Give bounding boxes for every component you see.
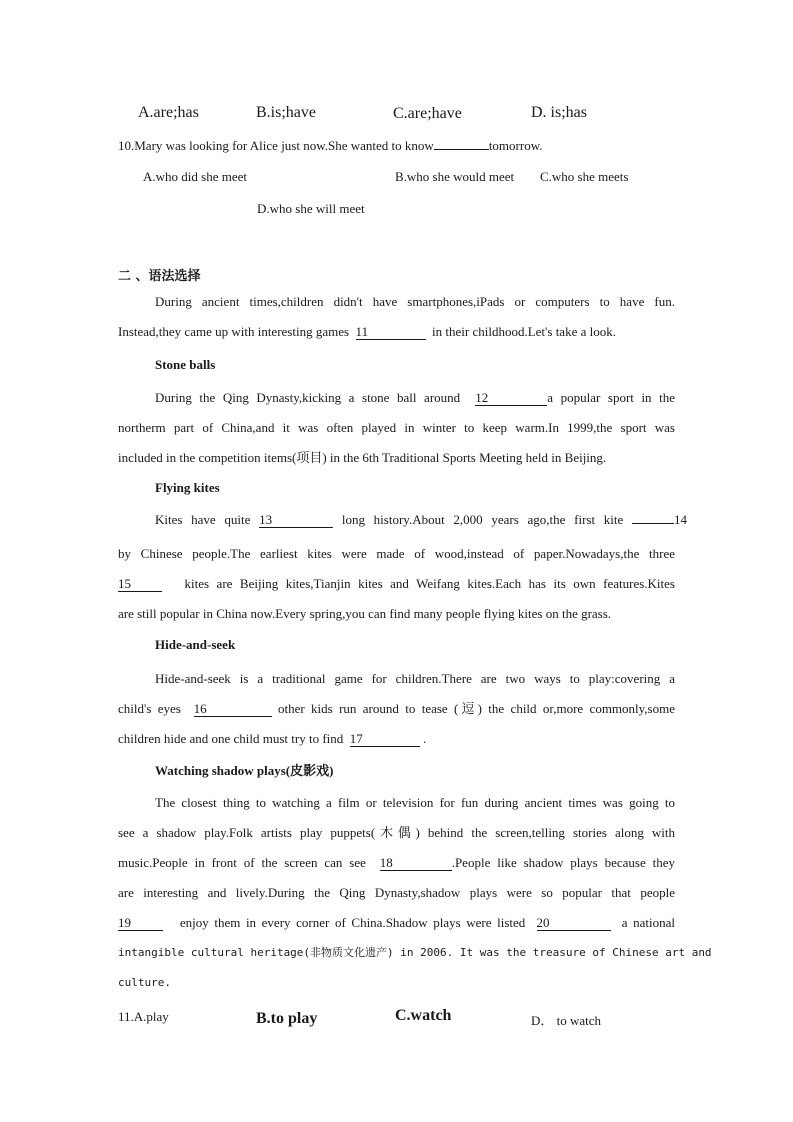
kites-text: Kites have quite bbox=[155, 512, 251, 527]
shadow-line-3 bbox=[118, 848, 675, 878]
stone-text: During the Qing Dynasty,kicking a stone ball around bbox=[155, 390, 461, 405]
blank-14: 14 bbox=[674, 512, 687, 527]
blank-19: 19 bbox=[118, 916, 163, 931]
kites-line-3 bbox=[118, 569, 675, 599]
q10-stem-after: tomorrow. bbox=[488, 138, 543, 153]
shadow-text-3b: .People like shadow plays because they bbox=[451, 855, 675, 870]
hide-line-2 bbox=[118, 694, 675, 724]
heading-stone-balls: Stone balls bbox=[155, 357, 216, 372]
stone-line-2: northerm part of China,and it was often played in winter to keep warm.In 1999,the sport was bbox=[118, 420, 675, 435]
q10-blank bbox=[434, 149, 489, 150]
shadow-text-5: enjoy them in every corner of China.Shadow plays were listed bbox=[179, 915, 526, 930]
q10-option-d: D.who she will meet bbox=[257, 201, 365, 216]
kites-line-4: are still popular in China now.Every spring,you can find many people flying kites on the grass. bbox=[118, 606, 612, 621]
kites-line-2: by Chinese people.The earliest kites were made of wood,instead of paper.Nowadays,the three bbox=[118, 546, 675, 561]
stone-line-3: included in the competition items(项目) in the 6th Traditional Sports Meeting held in Beijing. bbox=[118, 450, 607, 465]
heading-flying-kites: Flying kites bbox=[155, 480, 220, 495]
shadow-text-5b: a national bbox=[621, 915, 676, 930]
shadow-line-7: culture. bbox=[118, 976, 171, 989]
intro-line-1: During ancient times,children didn't have smartphones,iPads or computers to have fun. bbox=[155, 294, 675, 309]
blank-11: 11 bbox=[356, 325, 426, 340]
stone-line-1 bbox=[118, 383, 675, 413]
shadow-line-6: intangible cultural heritage(非物质文化遗产) in 2006. It was the treasure of Chinese art and bbox=[118, 946, 712, 959]
blank-16: 16 bbox=[194, 702, 272, 717]
hide-text-end: . bbox=[423, 731, 427, 746]
kites-paragraph bbox=[118, 505, 687, 535]
q10-stem bbox=[118, 138, 543, 154]
q9-option-a: A.are;has bbox=[138, 104, 199, 121]
shadow-line-2: see a shadow play.Folk artists play puppets(木偶) behind the screen,telling stories along with bbox=[118, 825, 675, 840]
q11-option-c: C.watch bbox=[395, 1007, 452, 1024]
q10-option-a: A.who did she meet bbox=[143, 169, 247, 184]
intro-text-end: in their childhood.Let's take a look. bbox=[432, 324, 616, 339]
shadow-text-3: music.People in front of the screen can see bbox=[118, 855, 366, 870]
q10-option-c: C.who she meets bbox=[540, 169, 629, 184]
q10-option-b: B.who she would meet bbox=[395, 169, 515, 184]
kites-text-mid: long history.About 2,000 years ago,the first kite bbox=[341, 512, 624, 527]
kites-text-3: kites are Beijing kites,Tianjin kites and Weifang kites.Each has its own features.Kites bbox=[184, 576, 675, 591]
q11-option-d: D． to watch bbox=[531, 1013, 602, 1028]
hide-paragraph bbox=[118, 664, 675, 754]
q9-option-d: D. is;has bbox=[531, 104, 587, 121]
blank-18: 18 bbox=[380, 856, 452, 871]
stone-paragraph bbox=[118, 383, 675, 473]
intro-text: Instead,they came up with interesting games bbox=[118, 324, 350, 339]
intro-line-2 bbox=[118, 317, 675, 347]
stone-text-end: a popular sport in the bbox=[547, 390, 675, 405]
blank-13: 13 bbox=[259, 513, 333, 528]
kites-line-1 bbox=[118, 505, 687, 535]
hide-text: child's eyes bbox=[118, 701, 181, 716]
q11-option-b: B.to play bbox=[256, 1010, 318, 1027]
hide-line-1: Hide-and-seek is a traditional game for children.There are two ways to play:covering a bbox=[155, 671, 675, 686]
blank-14-line bbox=[632, 523, 674, 524]
section-title: 二 、语法选择 bbox=[118, 269, 201, 284]
heading-shadow-plays: Watching shadow plays(皮影戏) bbox=[155, 763, 334, 778]
blank-12: 12 bbox=[475, 391, 547, 406]
q9-option-c: C.are;have bbox=[393, 105, 462, 122]
shadow-paragraph bbox=[118, 788, 712, 998]
shadow-line-4: are interesting and lively.During the Qing Dynasty,shadow plays were so popular that people bbox=[118, 885, 675, 900]
blank-17: 17 bbox=[350, 732, 420, 747]
q9-option-b: B.is;have bbox=[256, 104, 316, 121]
blank-20: 20 bbox=[537, 916, 611, 931]
hide-line-3 bbox=[118, 724, 675, 754]
q11-option-a: 11.A.play bbox=[118, 1009, 169, 1024]
q10-stem-before: 10.Mary was looking for Alice just now.She wanted to know bbox=[118, 138, 434, 153]
intro-paragraph bbox=[118, 287, 675, 347]
shadow-line-1: The closest thing to watching a film or television for fun during ancient times was going to bbox=[155, 795, 675, 810]
hide-text-3: children hide and one child must try to find bbox=[118, 731, 344, 746]
shadow-line-5 bbox=[118, 908, 675, 938]
hide-text-mid: other kids run around to tease (逗) the child or,more commonly,some bbox=[277, 701, 675, 716]
blank-15: 15 bbox=[118, 577, 162, 592]
heading-hide-and-seek: Hide-and-seek bbox=[155, 637, 236, 652]
kites-paragraph-cont bbox=[118, 539, 675, 629]
